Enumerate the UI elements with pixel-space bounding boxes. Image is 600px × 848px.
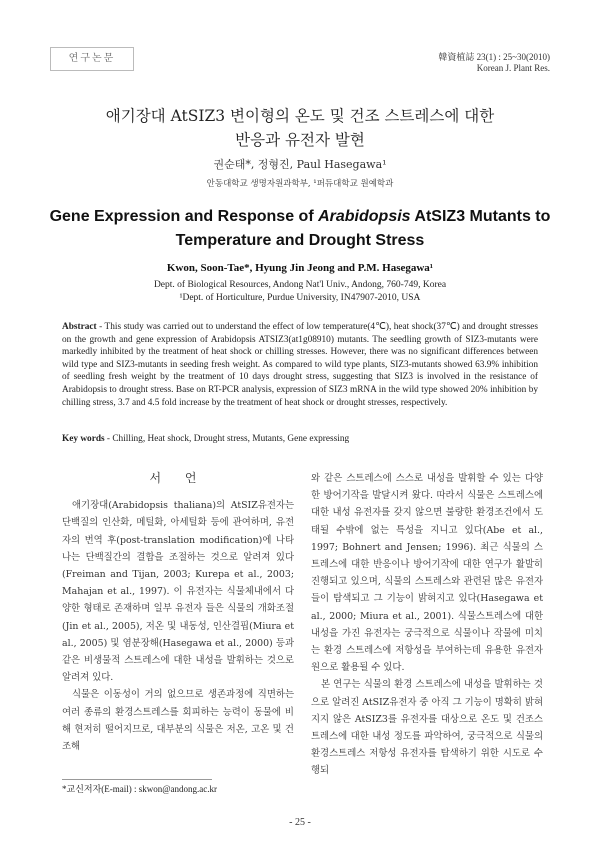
affiliation-purdue: ¹Dept. of Horticulture, Purdue University, IN47907-2010, USA [179,292,421,303]
intro-paragraph-1: 애기장대(Arabidopsis thaliana)의 AtSIZ유전자는 단백질의 인산화, 메틸화, 아세틸화 등에 관여하며, 유전자의 번역 후(post-translation modification)에 나타나는 단백질간의 결합을 조절하는 것으로 알려져 있다 (Freiman and Tijan, 2003; Kurepa et al., 2003; Mahajan et al., 1997). 이 유전자는 식물체내에서 다양한 형태로 존재하며 일부 유전자 들은 식물의 개화조절(Jin et al., 2005), 저온 및 내동성, 인산결핍(Miura et al., 2005) 및 염분장해(Hasegawa et al., 2000) 등과 같은 비생물적 스트레스에 대한 내성을 발휘하는 것으로 알려져 있다. [62,500,294,684]
section-heading-introduction: 서 언 [149,471,207,485]
english-affiliations [0,279,600,304]
korean-title-line2: 반응과 유전자 발현 [235,131,365,149]
korean-authors: 권순태*, 정형진, Paul Hasegawa¹ [213,158,387,171]
abstract-text: - This study was carried out to understand the effect of low temperature(4℃), heat shock(37℃) and drought stresses on the growth and gene expression of Arabidopsis ATSIZ3(at1g08910) mutants. The seedling growth of SIZ3-mutants were markedly inhibited by the treatment of heat shock or chilling stresses. However, there was no significant differences between wild type and SIZ3-mutants in seeding fresh weight. As compared to wild type plants, SIZ3-mutants showed 63.9% inhibition of seedling fresh weight by the treatment of 10 days drought stress, suggesting that SIZ3 is involved in the resistance of Arabidopsis to drought stress. Base on RT-PCR analysis, expression of SIZ3 mRNA in the wild type showed 20% inhibition by chilling stress, 3.7 and 4.5 fold increase by the treatment of heat shock or drought stresses, respectively. [62,322,538,408]
abstract [62,321,538,409]
keywords [62,434,538,444]
journal-volume: 韓資植誌 23(1) : 25~30(2010) [438,52,550,62]
keywords-text: - Chilling, Heat shock, Drought stress, Mutants, Gene expressing [104,434,350,444]
left-column [62,470,294,755]
intro-paragraph-2: 식물은 이동성이 거의 없으므로 생존과정에 직면하는 여러 종류의 환경스트레스를 회피하는 능력이 동물에 비해 현저히 떨어지므로, 대부분의 식물은 저온, 고온 및 건조해 [62,689,294,753]
english-title-end: AtSIZ3 Mutants to Temperature and Drought Stress [175,208,551,249]
journal-citation [438,52,550,74]
intro-paragraph-3: 와 같은 스트레스에 스스로 내성을 발휘할 수 있는 다양한 방어기작을 발달시켜 왔다. 따라서 식물은 스트레스에 대한 내성 유전자를 갖지 않으면 불량한 환경조건에서 도태될 수밖에 없는 특성을 지니고 있다(Abe et al., 1997; Bohnert and Jensen; 1996). 최근 식물의 스트레스에 대한 반응이나 방어기작에 대한 연구가 활발히 진행되고 있으며, 식물의 스트레스와 관련된 많은 유전자들이 탐색되고 그 기능이 밝혀지고 있다(Hasegawa et al., 2000; Miura et al., 2001). 식물스트레스에 대한 내성을 가진 유전자는 궁극적으로 식물이나 작물에 미치는 환경 스트레스에 저항성을 부여하는데 유용한 유전자원으로 활용될 수 있다. [311,473,543,674]
keywords-label: Key words [62,434,105,444]
journal-name: Korean J. Plant Res. [476,63,550,73]
korean-title-line1: 애기장대 AtSIZ3 변이형의 온도 및 건조 스트레스에 대한 [105,107,495,125]
right-column [311,470,543,780]
footnote-divider [62,779,212,780]
korean-affiliations: 안동대학교 생명자원과학부, ¹퍼듀대학교 원예학과 [206,179,394,189]
english-title-start: Gene Expression and Response of [49,208,319,225]
english-title-genus: Arabidopsis [318,208,411,225]
korean-title [0,104,600,152]
corresponding-author-note: *교신저자(E-mail) : skwon@andong.ac.kr [62,784,218,794]
intro-paragraph-4: 본 연구는 식물의 환경 스트레스에 내성을 발휘하는 것으로 알려진 AtSIZ유전자 중 아직 그 기능이 명확히 밝혀지지 않은 AtSIZ3를 유전자를 대상으로 온도 및 건조스트레스에 대한 내성 정도를 파악하여, 궁극적으로 식물의 환경스트레스 저항성 유전자를 탐색하기 위한 시도로 수행되 [311,679,543,777]
english-authors: Kwon, Soon-Tae*, Hyung Jin Jeong and P.M. Hasegawa¹ [166,262,434,274]
page-number: - 25 - [289,817,311,828]
affiliation-andong: Dept. of Biological Resources, Andong Nat'l Univ., Andong, 760-749, Korea [153,280,447,290]
english-title [40,205,560,253]
article-type-tag: 연구논문 [50,47,134,71]
abstract-label: Abstract [62,322,97,332]
